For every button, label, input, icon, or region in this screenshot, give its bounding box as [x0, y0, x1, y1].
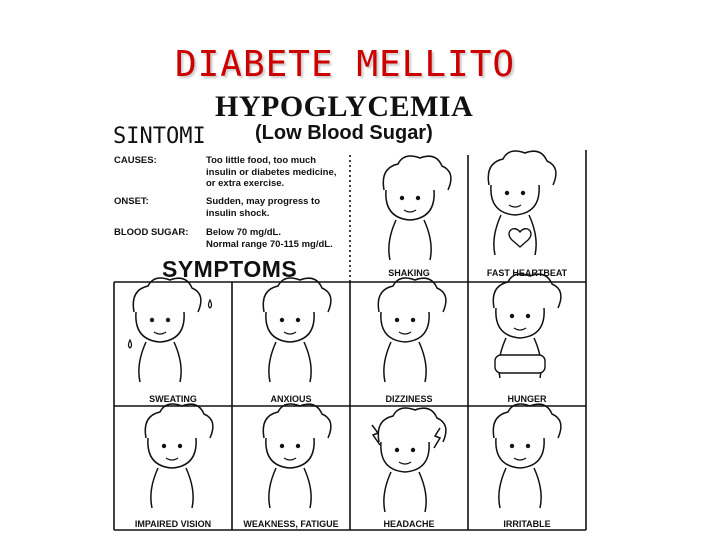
fast-heartbeat-figure [488, 151, 556, 255]
poster-subtitle: (Low Blood Sugar) [255, 122, 433, 144]
onset-line: Sudden, may progress to [206, 196, 321, 207]
causes-line: insulin or diabetes medicine, [206, 166, 337, 178]
symptom-label-anxious: ANXIOUS [270, 394, 312, 404]
hunger-figure [493, 274, 561, 378]
symptom-label-dizziness: DIZZINESS [385, 394, 433, 404]
causes-line: Too little food, too much [206, 155, 317, 166]
symptom-label-weakness-fatigue: WEAKNESS, FATIGUE [243, 519, 339, 529]
section-label: SINTOMI [113, 124, 206, 149]
symptom-label-irritable: IRRITABLE [503, 519, 551, 529]
dizziness-figure [378, 278, 446, 382]
shaking-figure [383, 156, 451, 260]
anxious-figure [263, 278, 331, 382]
blood-sugar-label: BLOOD SUGAR: [114, 227, 189, 238]
symptom-label-shaking: SHAKING [388, 268, 430, 278]
symptom-label-impaired-vision: IMPAIRED VISION [134, 519, 212, 529]
slide-title: DIABETE MELLITO [174, 44, 516, 85]
symptom-label-headache: HEADACHE [383, 519, 435, 529]
symptom-label-sweating: SWEATING [149, 394, 197, 404]
symptoms-heading: SYMPTOMS [162, 256, 298, 282]
blood-sugar-line: Below 70 mg/dL. [206, 227, 281, 238]
headache-figure [372, 408, 446, 512]
irritable-figure [493, 404, 561, 508]
sweating-figure [129, 278, 212, 382]
impaired-vision-figure [145, 404, 213, 508]
onset-label: ONSET: [114, 196, 149, 207]
onset-line: insulin shock. [206, 207, 270, 219]
blood-sugar-line: Normal range 70-115 mg/dL. [206, 238, 333, 250]
weakness-fatigue-figure [263, 404, 331, 508]
symptom-label-fast-heartbeat: FAST HEARTBEAT [486, 268, 568, 278]
causes-line: or extra exercise. [206, 178, 285, 189]
causes-label: CAUSES: [114, 155, 157, 166]
symptom-label-hunger: HUNGER [507, 394, 547, 404]
poster-title: HYPOGLYCEMIA [215, 90, 474, 123]
